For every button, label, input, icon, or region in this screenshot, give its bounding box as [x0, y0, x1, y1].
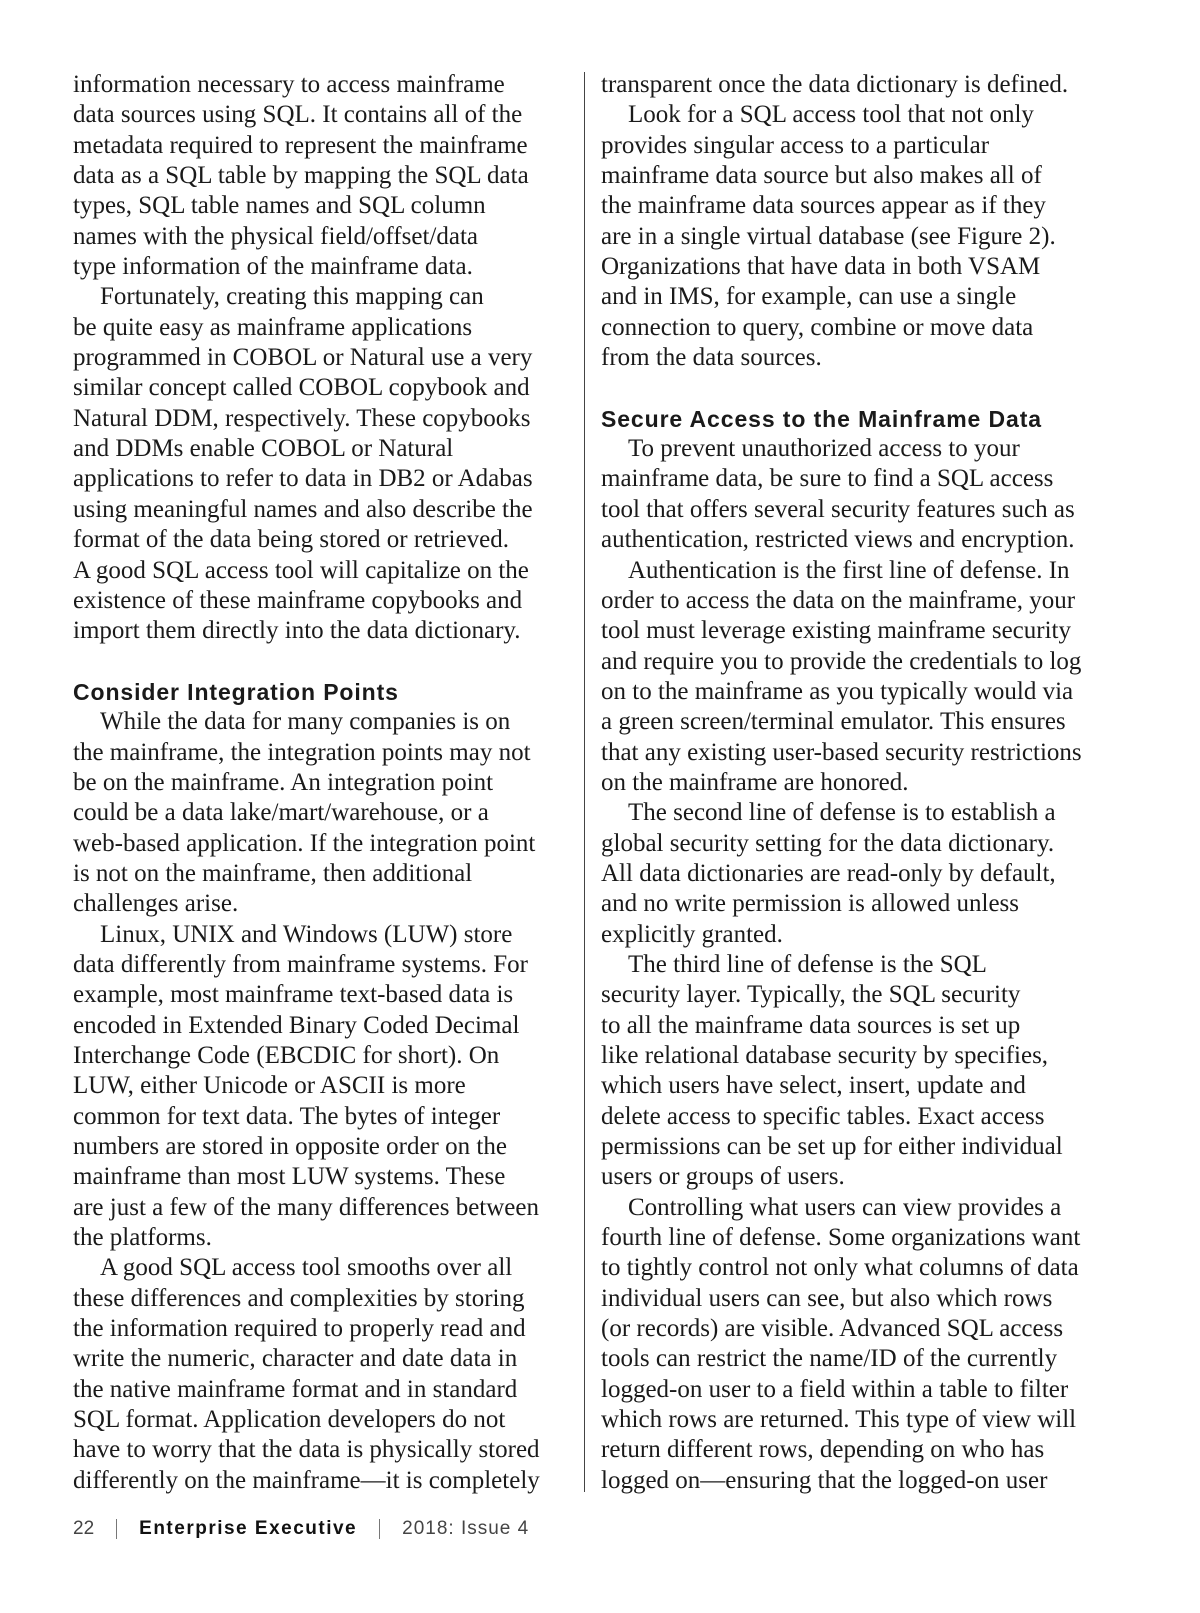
text-line: these differences and complexities by storing [73, 1284, 525, 1312]
text-line: A good SQL access tool will capitalize on the [73, 556, 529, 584]
text-line: format of the data being stored or retrieved. [73, 526, 509, 554]
text-line: mainframe data, be sure to find a SQL access [601, 465, 1054, 493]
text-line: are in a single virtual database (see Figure 2). [601, 222, 1056, 250]
text-line: encoded in Extended Binary Coded Decimal [73, 1011, 520, 1039]
text-line: logged on—ensuring that the logged-on user [601, 1466, 1048, 1494]
text-line: delete access to specific tables. Exact access [601, 1102, 1045, 1130]
text-line: like relational database security by specifies, [601, 1042, 1049, 1069]
text-line: provides singular access to a particular [601, 131, 990, 159]
paragraph [73, 707, 573, 919]
text-line: the mainframe data sources appear as if they [601, 192, 1046, 220]
text-line: import them directly into the data dictionary. [73, 617, 521, 645]
heading-text: Secure Access to the Mainframe Data [601, 405, 1042, 432]
paragraph [601, 100, 1101, 373]
paragraph [73, 920, 573, 1254]
text-line: web-based application. If the integration point [73, 829, 536, 857]
text-line: to tightly control not only what columns of data [601, 1254, 1079, 1282]
paragraph [601, 798, 1101, 950]
text-line: similar concept called COBOL copybook and [73, 374, 530, 402]
paragraph [601, 556, 1101, 799]
text-line: names with the physical field/offset/data [73, 222, 478, 250]
text-line: The second line of defense is to establish a [628, 799, 1056, 827]
text-line: To prevent unauthorized access to your [628, 435, 1020, 463]
text-line: tool that offers several security features such as [601, 495, 1075, 523]
text-line: differently on the mainframe—it is completely [73, 1466, 540, 1494]
text-line: mainframe than most LUW systems. These [73, 1163, 506, 1191]
text-line: permissions can be set up for either individual [601, 1133, 1063, 1161]
text-line: individual users can see, but also which rows [601, 1284, 1053, 1312]
text-line: the native mainframe format and in standard [73, 1375, 518, 1403]
text-line: from the data sources. [601, 344, 822, 372]
text-line: types, SQL table names and SQL column [73, 192, 486, 220]
text-line: Fortunately, creating this mapping can [100, 283, 484, 311]
heading-text: Consider Integration Points [73, 678, 399, 705]
text-line: example, most mainframe text-based data is [73, 981, 514, 1009]
text-line: is not on the mainframe, then additional [73, 859, 473, 887]
text-line: tools can restrict the name/ID of the currently [601, 1345, 1058, 1373]
text-line: return different rows, depending on who has [601, 1436, 1045, 1464]
text-line: users or groups of users. [601, 1163, 845, 1191]
text-line: to all the mainframe data sources is set up [601, 1011, 1021, 1039]
text-line: tool must leverage existing mainframe security [601, 617, 1071, 645]
text-line: numbers are stored in opposite order on the [73, 1133, 507, 1161]
publication-name: Enterprise Executive [139, 1518, 358, 1539]
text-line: that any existing user-based security restrictions [601, 738, 1082, 766]
text-line: and require you to provide the credentials to log [601, 647, 1082, 675]
text-line: Controlling what users can view provides a [628, 1193, 1062, 1221]
paragraph [601, 70, 1101, 100]
issue-label: 2018: Issue 4 [402, 1518, 530, 1539]
text-line: All data dictionaries are read-only by default, [601, 859, 1056, 887]
text-line: Interchange Code (EBCDIC for short). On [73, 1042, 500, 1069]
text-line: connection to query, combine or move data [601, 313, 1034, 341]
text-line: explicitly granted. [601, 920, 783, 948]
text-line: Organizations that have data in both VSAM [601, 253, 1041, 281]
text-line: LUW, either Unicode or ASCII is more [73, 1072, 466, 1100]
text-line: the mainframe, the integration points may not [73, 738, 531, 766]
text-line: order to access the data on the mainframe, your [601, 586, 1076, 614]
text-line: and no write permission is allowed unless [601, 890, 1019, 918]
text-line: are just a few of the many differences between [73, 1193, 539, 1221]
text-line: programmed in COBOL or Natural use a very [73, 344, 533, 372]
text-line: information necessary to access mainframe [73, 71, 505, 98]
text-line: existence of these mainframe copybooks and [73, 586, 523, 614]
text-line: Linux, UNIX and Windows (LUW) store [100, 920, 513, 948]
page-footer [73, 1518, 529, 1540]
paragraph [601, 950, 1101, 1193]
text-line: using meaningful names and also describe the [73, 495, 533, 523]
text-line: While the data for many companies is on [100, 708, 511, 736]
paragraph [73, 1253, 573, 1496]
text-line: A good SQL access tool smooths over all [100, 1254, 513, 1282]
text-line: Authentication is the first line of defense. In [628, 556, 1070, 584]
text-line: transparent once the data dictionary is defined. [601, 71, 1069, 98]
text-line: metadata required to represent the mainframe [73, 131, 528, 159]
section-heading [601, 404, 1101, 434]
text-line: the information required to properly read and [73, 1315, 526, 1343]
text-line: and DDMs enable COBOL or Natural [73, 435, 454, 463]
article-column-left [73, 70, 573, 1496]
footer-separator [116, 1519, 117, 1539]
text-line: type information of the mainframe data. [73, 253, 473, 281]
paragraph [73, 282, 573, 646]
text-line: data sources using SQL. It contains all of the [73, 101, 523, 129]
paragraph [601, 1193, 1101, 1496]
text-line: could be a data lake/mart/warehouse, or a [73, 799, 489, 827]
article-column-right [601, 70, 1101, 1496]
text-line: logged-on user to a field within a table to filter [601, 1375, 1069, 1403]
text-line: common for text data. The bytes of integer [73, 1102, 501, 1130]
text-line: security layer. Typically, the SQL security [601, 981, 1021, 1009]
text-line: mainframe data source but also makes all of [601, 162, 1042, 190]
text-line: SQL format. Application developers do not [73, 1406, 506, 1434]
section-heading [73, 677, 573, 707]
page-number: 22 [73, 1518, 95, 1539]
text-line: on to the mainframe as you typically would via [601, 677, 1074, 705]
text-line: write the numeric, character and date data in [73, 1345, 518, 1373]
text-line: and in IMS, for example, can use a single [601, 283, 1017, 311]
text-line: on the mainframe are honored. [601, 768, 909, 796]
text-line: applications to refer to data in DB2 or Adabas [73, 465, 533, 493]
paragraph [601, 434, 1101, 555]
spacer [73, 647, 573, 677]
spacer [601, 373, 1101, 403]
text-line: data differently from mainframe systems. For [73, 950, 528, 978]
text-line: fourth line of defense. Some organizations want [601, 1224, 1081, 1252]
text-line: authentication, restricted views and encryption. [601, 526, 1075, 554]
text-line: which users have select, insert, update and [601, 1072, 1026, 1100]
text-line: (or records) are visible. Advanced SQL access [601, 1315, 1064, 1343]
footer-separator [379, 1519, 380, 1539]
text-line: have to worry that the data is physically stored [73, 1436, 540, 1464]
text-line: Look for a SQL access tool that not only [628, 101, 1034, 129]
text-line: which rows are returned. This type of view will [601, 1406, 1077, 1434]
text-line: The third line of defense is the SQL [628, 950, 987, 978]
paragraph [73, 70, 573, 282]
text-line: challenges arise. [73, 890, 239, 918]
text-line: Natural DDM, respectively. These copybooks [73, 404, 531, 432]
column-divider [584, 72, 585, 1492]
text-line: be on the mainframe. An integration point [73, 768, 494, 796]
text-line: data as a SQL table by mapping the SQL data [73, 162, 529, 190]
text-line: a green screen/terminal emulator. This ensures [601, 708, 1066, 736]
text-line: the platforms. [73, 1224, 212, 1252]
text-line: be quite easy as mainframe applications [73, 313, 473, 341]
text-line: global security setting for the data dictionary. [601, 829, 1055, 857]
